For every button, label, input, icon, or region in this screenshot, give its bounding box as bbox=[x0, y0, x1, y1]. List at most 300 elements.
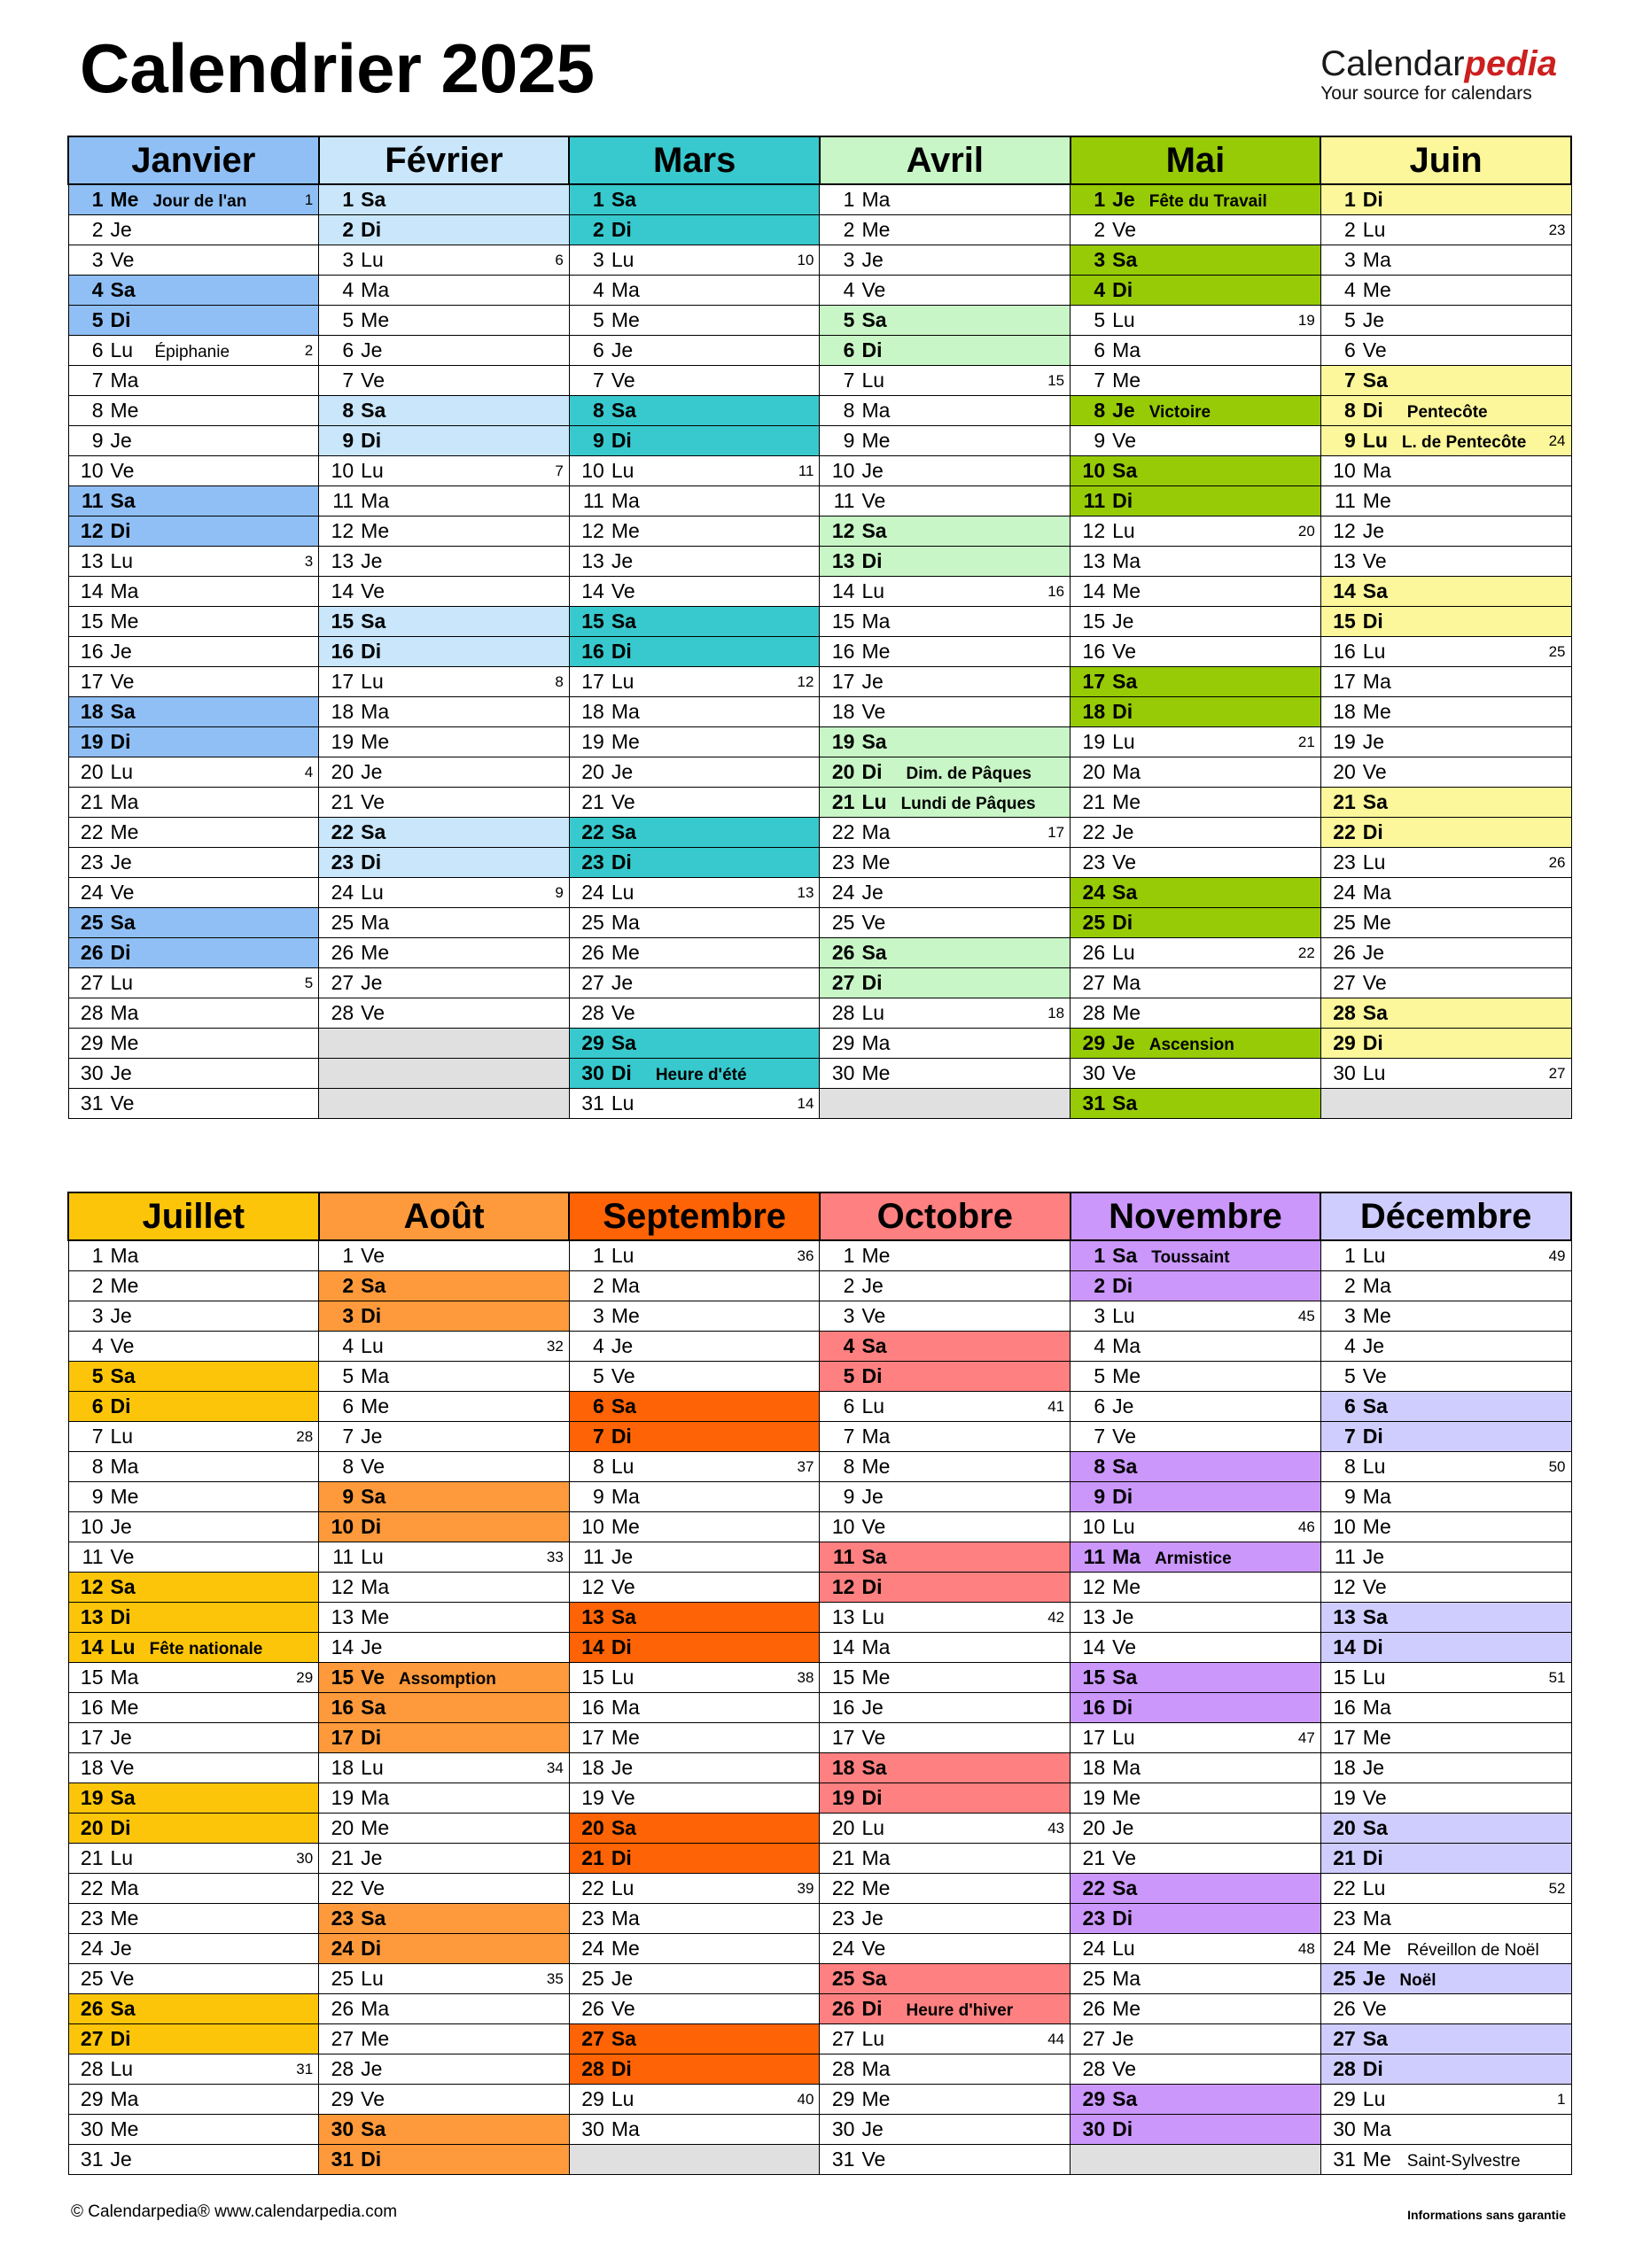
day-cell bbox=[820, 1723, 1071, 1753]
day-number: 24 bbox=[331, 1937, 354, 1960]
day-cell bbox=[569, 1844, 820, 1874]
week-number: 10 bbox=[797, 252, 814, 268]
day-cell bbox=[820, 1633, 1071, 1663]
day-cell bbox=[1320, 245, 1571, 276]
day-number: 13 bbox=[581, 1605, 604, 1628]
day-cell bbox=[569, 547, 820, 577]
weekday-label: Sa bbox=[361, 820, 386, 843]
weekday-label: Di bbox=[361, 850, 382, 874]
weekday-label: Ve bbox=[361, 2087, 385, 2110]
day-number: 24 bbox=[1333, 1937, 1356, 1960]
day-cell bbox=[68, 818, 319, 848]
day-cell bbox=[820, 1844, 1071, 1874]
weekday-label: Je bbox=[1112, 188, 1135, 211]
day-cell bbox=[68, 396, 319, 426]
day-number: 12 bbox=[80, 1575, 104, 1598]
holiday-label: Ascension bbox=[1148, 1036, 1234, 1054]
day-row bbox=[68, 1301, 1571, 1332]
weekday-label: Je bbox=[861, 1907, 884, 1930]
day-number: 21 bbox=[1333, 1846, 1356, 1869]
weekday-label: Je bbox=[611, 1756, 634, 1779]
day-number: 24 bbox=[1333, 881, 1356, 904]
day-cell bbox=[1320, 1482, 1571, 1512]
day-cell bbox=[820, 1452, 1071, 1482]
day-number: 29 bbox=[1082, 1031, 1106, 1054]
day-cell bbox=[1320, 848, 1571, 878]
day-number: 5 bbox=[342, 308, 354, 331]
weekday-label: Je bbox=[861, 459, 884, 482]
day-number: 30 bbox=[581, 2117, 604, 2140]
day-number: 4 bbox=[342, 278, 354, 301]
day-cell bbox=[569, 1240, 820, 1271]
weekday-label: Ma bbox=[110, 1455, 139, 1478]
weekday-label: Lu bbox=[361, 459, 384, 482]
day-number: 19 bbox=[1333, 730, 1356, 753]
day-number: 17 bbox=[1082, 670, 1106, 693]
day-cell bbox=[1071, 2024, 1321, 2054]
day-cell bbox=[1320, 2115, 1571, 2145]
week-number: 24 bbox=[1548, 432, 1566, 449]
day-number: 17 bbox=[331, 670, 354, 693]
day-number: 21 bbox=[331, 790, 354, 813]
day-cell bbox=[319, 396, 570, 426]
day-cell bbox=[820, 1573, 1071, 1603]
weekday-label: Sa bbox=[361, 2117, 386, 2140]
weekday-label: Di bbox=[1112, 2117, 1133, 2140]
weekday-label: Je bbox=[611, 1967, 634, 1990]
day-row bbox=[68, 1934, 1571, 1964]
day-number: 2 bbox=[843, 1274, 855, 1297]
day-number: 16 bbox=[1082, 1696, 1106, 1719]
day-cell bbox=[68, 336, 319, 366]
day-number: 27 bbox=[831, 2027, 855, 2050]
day-row bbox=[68, 456, 1571, 486]
day-number: 22 bbox=[1333, 1876, 1356, 1899]
week-number: 12 bbox=[797, 673, 814, 690]
day-cell bbox=[820, 968, 1071, 998]
day-number: 11 bbox=[582, 489, 604, 512]
week-number: 45 bbox=[1297, 1308, 1315, 1324]
day-number: 31 bbox=[831, 2148, 855, 2171]
day-row bbox=[68, 1994, 1571, 2024]
weekday-label: Lu bbox=[361, 1756, 384, 1779]
day-number: 25 bbox=[1333, 1967, 1356, 1990]
day-cell bbox=[820, 486, 1071, 517]
day-row bbox=[68, 1512, 1571, 1542]
weekday-label: Lu bbox=[861, 1605, 885, 1628]
day-number: 27 bbox=[1333, 2027, 1356, 2050]
weekday-label: Di bbox=[611, 850, 632, 874]
day-cell bbox=[319, 184, 570, 215]
weekday-label: Di bbox=[1112, 1696, 1133, 1719]
day-number: 21 bbox=[80, 1846, 104, 1869]
day-number: 1 bbox=[843, 1244, 855, 1267]
day-number: 4 bbox=[91, 278, 104, 301]
weekday-label: Ve bbox=[611, 1575, 635, 1598]
day-number: 18 bbox=[80, 1756, 104, 1779]
weekday-label: Me bbox=[861, 1061, 891, 1084]
day-row bbox=[68, 517, 1571, 547]
day-cell bbox=[1071, 426, 1321, 456]
weekday-label: Lu bbox=[110, 338, 134, 361]
weekday-label: Ma bbox=[861, 399, 891, 422]
day-number: 4 bbox=[843, 1334, 855, 1357]
day-number: 29 bbox=[80, 2087, 104, 2110]
day-number: 15 bbox=[1333, 1666, 1356, 1689]
day-cell bbox=[1071, 366, 1321, 396]
day-cell bbox=[569, 968, 820, 998]
weekday-label: Ve bbox=[1362, 1997, 1387, 2020]
day-number: 22 bbox=[80, 1876, 104, 1899]
day-number: 17 bbox=[331, 1726, 354, 1749]
day-cell bbox=[1071, 276, 1321, 306]
day-number: 14 bbox=[1082, 1635, 1106, 1658]
day-cell bbox=[569, 1332, 820, 1362]
weekday-label: Di bbox=[110, 941, 131, 964]
day-number: 29 bbox=[831, 1031, 855, 1054]
day-cell bbox=[319, 1904, 570, 1934]
weekday-label: Sa bbox=[361, 399, 386, 422]
day-cell bbox=[1320, 1874, 1571, 1904]
weekday-label: Di bbox=[611, 1846, 632, 1869]
day-number: 20 bbox=[831, 760, 855, 783]
weekday-label: Me bbox=[1112, 369, 1141, 392]
day-cell bbox=[319, 2145, 570, 2175]
day-number: 4 bbox=[1343, 1334, 1356, 1357]
weekday-label: Ma bbox=[1362, 1696, 1391, 1719]
day-number: 6 bbox=[1343, 1394, 1356, 1418]
day-cell bbox=[1320, 1029, 1571, 1059]
day-number: 15 bbox=[1333, 610, 1356, 633]
day-cell bbox=[569, 215, 820, 245]
day-number: 10 bbox=[831, 459, 855, 482]
day-number: 3 bbox=[342, 248, 354, 271]
day-cell bbox=[319, 306, 570, 336]
day-number: 20 bbox=[1333, 1816, 1356, 1839]
day-cell bbox=[319, 1874, 570, 1904]
day-cell bbox=[820, 2085, 1071, 2115]
day-row bbox=[68, 818, 1571, 848]
day-cell bbox=[319, 1994, 570, 2024]
weekday-label: Ve bbox=[361, 1876, 385, 1899]
day-cell bbox=[68, 1089, 319, 1119]
weekday-label: Ma bbox=[110, 1244, 139, 1267]
day-number: 11 bbox=[833, 1545, 855, 1568]
day-number: 11 bbox=[1334, 489, 1356, 512]
day-row bbox=[68, 968, 1571, 998]
day-number: 8 bbox=[91, 1455, 104, 1478]
day-number: 25 bbox=[80, 911, 104, 934]
weekday-label: Sa bbox=[110, 911, 136, 934]
weekday-label: Di bbox=[861, 760, 883, 783]
day-number: 13 bbox=[331, 1605, 354, 1628]
weekday-label: Ve bbox=[361, 579, 385, 602]
day-cell bbox=[1071, 757, 1321, 788]
day-number: 5 bbox=[342, 1364, 354, 1387]
day-number: 18 bbox=[1082, 700, 1106, 723]
weekday-label: Ma bbox=[861, 1846, 891, 1869]
day-cell bbox=[569, 607, 820, 637]
weekday-label: Lu bbox=[611, 459, 635, 482]
day-row bbox=[68, 697, 1571, 727]
day-number: 28 bbox=[80, 2057, 104, 2080]
day-number: 31 bbox=[1333, 2148, 1356, 2171]
day-cell bbox=[820, 1934, 1071, 1964]
day-number: 25 bbox=[831, 911, 855, 934]
day-number: 5 bbox=[1094, 308, 1106, 331]
day-cell bbox=[68, 1362, 319, 1392]
weekday-label: Di bbox=[1362, 1846, 1383, 1869]
weekday-label: Sa bbox=[361, 1696, 386, 1719]
day-number: 9 bbox=[1343, 429, 1356, 452]
day-row bbox=[68, 366, 1571, 396]
weekday-label: Sa bbox=[611, 1394, 636, 1418]
week-number: 30 bbox=[296, 1850, 314, 1867]
day-cell bbox=[1071, 848, 1321, 878]
day-cell bbox=[68, 727, 319, 757]
day-row bbox=[68, 1814, 1571, 1844]
day-number: 5 bbox=[593, 308, 604, 331]
day-number: 19 bbox=[80, 1786, 104, 1809]
day-cell bbox=[68, 245, 319, 276]
month-header: Décembre bbox=[1320, 1192, 1571, 1240]
day-cell bbox=[820, 517, 1071, 547]
day-number: 16 bbox=[331, 1696, 354, 1719]
day-number: 30 bbox=[831, 1061, 855, 1084]
day-cell bbox=[1320, 908, 1571, 938]
weekday-label: Me bbox=[1362, 278, 1391, 301]
day-number: 29 bbox=[831, 2087, 855, 2110]
day-cell bbox=[569, 727, 820, 757]
day-row bbox=[68, 1452, 1571, 1482]
day-cell bbox=[1320, 1542, 1571, 1573]
day-cell bbox=[1071, 1240, 1321, 1271]
day-row bbox=[68, 1723, 1571, 1753]
weekday-label: Je bbox=[861, 881, 884, 904]
weekday-label: Me bbox=[110, 2117, 139, 2140]
day-number: 19 bbox=[1082, 730, 1106, 753]
day-number: 23 bbox=[80, 850, 104, 874]
day-number: 25 bbox=[331, 911, 354, 934]
day-cell bbox=[820, 1392, 1071, 1422]
day-row bbox=[68, 1362, 1571, 1392]
weekday-label: Di bbox=[1362, 610, 1383, 633]
day-cell bbox=[1071, 1573, 1321, 1603]
weekday-label: Ma bbox=[110, 1876, 139, 1899]
day-number: 11 bbox=[82, 1545, 104, 1568]
day-cell bbox=[319, 818, 570, 848]
weekday-label: Ma bbox=[1112, 760, 1141, 783]
day-row bbox=[68, 1844, 1571, 1874]
weekday-label: Di bbox=[1362, 2057, 1383, 2080]
weekday-label: Di bbox=[1362, 820, 1383, 843]
weekday-label: Sa bbox=[1362, 369, 1388, 392]
day-number: 21 bbox=[831, 790, 855, 813]
day-cell bbox=[68, 1392, 319, 1422]
weekday-label: Lu bbox=[611, 1244, 635, 1267]
day-cell bbox=[820, 366, 1071, 396]
weekday-label: Sa bbox=[1112, 1455, 1138, 1478]
week-number: 9 bbox=[555, 884, 564, 901]
week-number: 17 bbox=[1047, 824, 1065, 841]
day-cell bbox=[319, 1934, 570, 1964]
weekday-label: Me bbox=[361, 1816, 390, 1839]
weekday-label: Di bbox=[861, 549, 883, 572]
week-number: 25 bbox=[1548, 643, 1566, 660]
day-number: 24 bbox=[1082, 881, 1106, 904]
weekday-label: Ma bbox=[1362, 670, 1391, 693]
month-header: Avril bbox=[820, 136, 1071, 184]
weekday-label: Ve bbox=[1362, 1786, 1387, 1809]
weekday-label: Sa bbox=[861, 519, 887, 542]
day-number: 27 bbox=[1082, 971, 1106, 994]
weekday-label: Je bbox=[110, 1304, 132, 1327]
day-cell bbox=[820, 938, 1071, 968]
day-cell bbox=[68, 577, 319, 607]
day-cell bbox=[820, 1753, 1071, 1783]
day-cell bbox=[68, 366, 319, 396]
weekday-label: Je bbox=[361, 1846, 383, 1869]
day-number: 2 bbox=[1094, 218, 1106, 241]
weekday-label: Di bbox=[1362, 399, 1383, 422]
weekday-label: Me bbox=[861, 640, 891, 663]
day-number: 18 bbox=[831, 700, 855, 723]
day-cell bbox=[1071, 637, 1321, 667]
day-cell bbox=[319, 908, 570, 938]
day-row bbox=[68, 2085, 1571, 2115]
weekday-label: Me bbox=[1362, 1937, 1391, 1960]
day-number: 16 bbox=[80, 640, 104, 663]
day-number: 13 bbox=[581, 549, 604, 572]
day-number: 13 bbox=[831, 1605, 855, 1628]
day-cell bbox=[319, 938, 570, 968]
day-cell bbox=[820, 1783, 1071, 1814]
day-row bbox=[68, 1542, 1571, 1573]
day-number: 27 bbox=[581, 2027, 604, 2050]
brand-name-part2: pedia bbox=[1464, 44, 1557, 83]
weekday-label: Di bbox=[611, 2057, 632, 2080]
day-number: 12 bbox=[331, 1575, 354, 1598]
week-number: 35 bbox=[546, 1970, 564, 1987]
day-cell bbox=[1071, 1332, 1321, 1362]
day-number: 14 bbox=[831, 579, 855, 602]
weekday-label: Sa bbox=[1362, 1816, 1388, 1839]
day-number: 1 bbox=[1094, 1244, 1106, 1267]
weekday-label: Me bbox=[861, 1244, 891, 1267]
weekday-label: Di bbox=[110, 730, 131, 753]
day-row bbox=[68, 276, 1571, 306]
weekday-label: Lu bbox=[361, 1545, 384, 1568]
week-number: 46 bbox=[1297, 1518, 1315, 1535]
day-cell bbox=[319, 968, 570, 998]
week-number: 13 bbox=[797, 884, 814, 901]
weekday-label: Me bbox=[861, 218, 891, 241]
weekday-label: Ve bbox=[361, 1001, 385, 1024]
day-cell bbox=[1071, 727, 1321, 757]
day-cell bbox=[569, 486, 820, 517]
weekday-label: Ve bbox=[861, 1304, 886, 1327]
day-cell bbox=[68, 1723, 319, 1753]
day-cell bbox=[1071, 1844, 1321, 1874]
day-number: 26 bbox=[831, 941, 855, 964]
weekday-label: Ve bbox=[1112, 1061, 1136, 1084]
weekday-label: Je bbox=[361, 1425, 383, 1448]
day-row bbox=[68, 938, 1571, 968]
day-cell bbox=[569, 1301, 820, 1332]
weekday-label: Je bbox=[1112, 1605, 1134, 1628]
day-number: 4 bbox=[593, 1334, 604, 1357]
day-cell bbox=[569, 396, 820, 426]
weekday-label: Sa bbox=[1362, 790, 1388, 813]
weekday-label: Lu bbox=[861, 579, 885, 602]
weekday-label: Sa bbox=[611, 1816, 636, 1839]
day-cell bbox=[569, 1452, 820, 1482]
weekday-label: Di bbox=[1112, 1274, 1133, 1297]
weekday-label: Ma bbox=[611, 700, 640, 723]
day-cell bbox=[1071, 1542, 1321, 1573]
day-cell bbox=[820, 908, 1071, 938]
day-row bbox=[68, 2024, 1571, 2054]
holiday-label: Lundi de Pâques bbox=[900, 795, 1036, 813]
weekday-label: Me bbox=[110, 1031, 139, 1054]
day-cell bbox=[319, 1753, 570, 1783]
week-number: 22 bbox=[1297, 944, 1315, 961]
day-number: 28 bbox=[831, 1001, 855, 1024]
day-number: 9 bbox=[593, 429, 604, 452]
day-cell bbox=[820, 1994, 1071, 2024]
day-number: 17 bbox=[1333, 670, 1356, 693]
day-cell bbox=[1071, 306, 1321, 336]
day-number: 12 bbox=[1082, 1575, 1106, 1598]
day-number: 6 bbox=[593, 338, 604, 361]
weekday-label: Sa bbox=[361, 188, 386, 211]
weekday-label: Lu bbox=[611, 881, 635, 904]
day-cell bbox=[820, 456, 1071, 486]
weekday-label: Di bbox=[361, 429, 382, 452]
day-number: 8 bbox=[342, 1455, 354, 1478]
weekday-label: Je bbox=[1112, 399, 1135, 422]
week-number: 2 bbox=[304, 342, 314, 359]
day-number: 21 bbox=[581, 1846, 604, 1869]
weekday-label: Di bbox=[361, 2148, 382, 2171]
weekday-label: Sa bbox=[611, 1031, 636, 1054]
day-cell bbox=[68, 998, 319, 1029]
day-cell bbox=[1071, 396, 1321, 426]
day-cell bbox=[68, 2085, 319, 2115]
day-row bbox=[68, 1603, 1571, 1633]
day-number: 2 bbox=[593, 218, 604, 241]
day-number: 27 bbox=[581, 971, 604, 994]
weekday-label: Me bbox=[1362, 1726, 1391, 1749]
brand-name bbox=[1320, 46, 1557, 82]
day-cell bbox=[319, 637, 570, 667]
weekday-label: Lu bbox=[1362, 640, 1386, 663]
day-cell bbox=[1320, 426, 1571, 456]
weekday-label: Ma bbox=[361, 1575, 390, 1598]
day-cell bbox=[1320, 1452, 1571, 1482]
day-number: 8 bbox=[1094, 1455, 1106, 1478]
day-number: 8 bbox=[1094, 399, 1106, 422]
day-cell bbox=[820, 998, 1071, 1029]
weekday-label: Lu bbox=[861, 1394, 885, 1418]
day-number: 8 bbox=[843, 399, 855, 422]
day-number: 19 bbox=[331, 730, 354, 753]
weekday-label: Ma bbox=[1112, 1756, 1141, 1779]
event-label: Heure d'hiver bbox=[906, 2001, 1014, 2020]
weekday-label: Je bbox=[361, 338, 383, 361]
day-number: 2 bbox=[1094, 1274, 1106, 1297]
day-cell bbox=[1320, 1663, 1571, 1693]
